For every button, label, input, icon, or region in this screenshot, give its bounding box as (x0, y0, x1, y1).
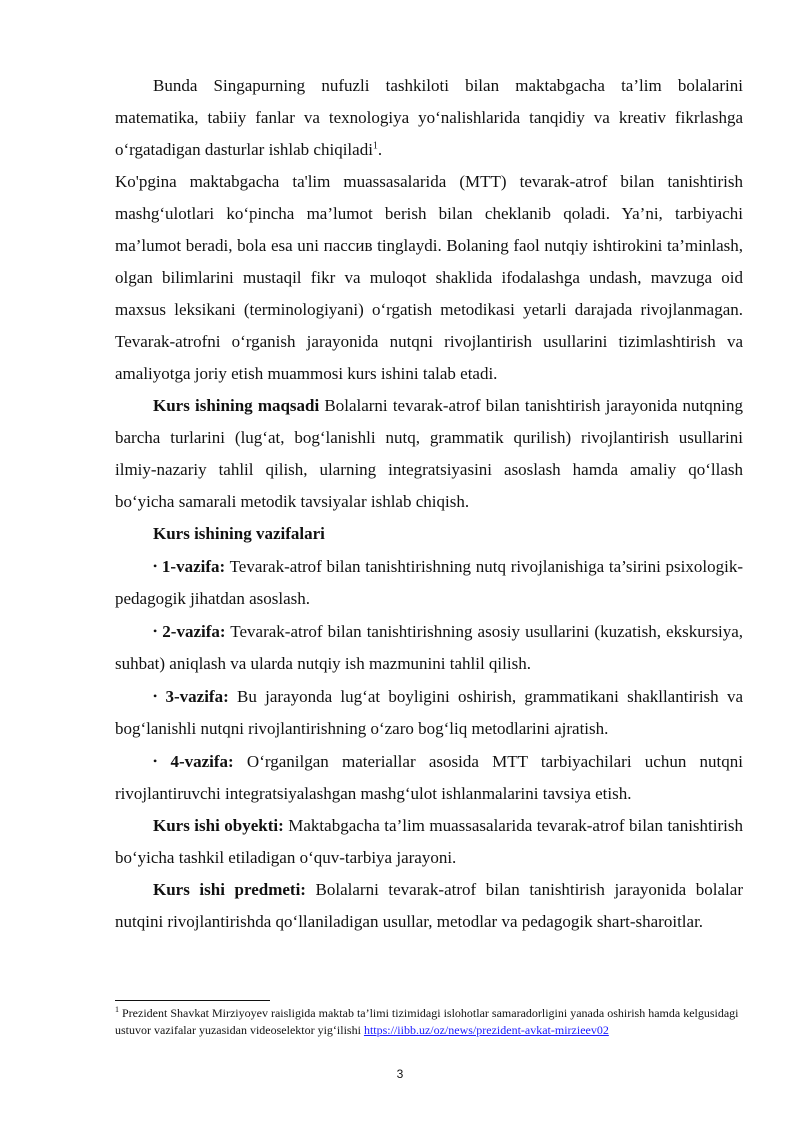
tasks-heading-label: Kurs ishining vazifalari (153, 524, 325, 543)
bullet-icon: • (153, 754, 158, 768)
goal-label: Kurs ishining maqsadi (153, 396, 320, 415)
subject-paragraph (115, 874, 743, 938)
task-label: 1-vazifa: (161, 557, 226, 576)
task-item (115, 615, 743, 680)
intro-text: Bunda Singapurning nufuzli tashkiloti bilan maktabgacha ta’lim bolalarini matematika, tabiiy fanlar va texnologiya yo‘nalishlarida tanqidiy va kreativ fikrlashga o‘rgatadigan dasturlar ishlab chiqiladi (115, 76, 743, 159)
intro-paragraph (115, 70, 743, 166)
object-text: Maktabgacha ta’lim muassasalarida tevarak-atrof bilan tanishtirish bo‘yicha tashkil etiladigan o‘quv-tarbiya jarayoni. (115, 816, 743, 867)
tasks-heading (115, 518, 743, 550)
object-paragraph (115, 810, 743, 874)
task-item (115, 550, 743, 615)
task-text: Bu jarayonda lug‘at boyligini oshirish, grammatikani shakllantirish va bog‘lanishli nutqni rivojlantirishning o‘zaro bog‘liq metodlarini ajratish. (115, 687, 743, 738)
task-label: 4-vazifa: (170, 752, 234, 771)
goal-text: Bolalarni tevarak-atrof bilan tanishtirish jarayonida nutqning barcha turlarini (lug‘at, bog‘lanishli nutq, grammatik qurilish) rivojlantirish usullarini ilmiy-nazariy tahlil qilish, ularning integratsiyasini asoslash hamda amaliy qo‘llash bo‘yicha samarali metodik tavsiyalar ishlab chiqish. (115, 396, 743, 511)
object-label: Kurs ishi obyekti: (153, 816, 284, 835)
task-label: 2-vazifa: (162, 622, 226, 641)
footnote-number: 1 (115, 1005, 119, 1014)
task-item (115, 745, 743, 810)
subject-text: Bolalarni tevarak-atrof bilan tanishtirish jarayonida bolalar nutqini rivojlantirishda qo‘llaniladigan usullar, metodlar va pedagogik shart-sharoitlar. (115, 880, 743, 931)
task-text: Tevarak-atrof bilan tanishtirishning asosiy usullarini (kuzatish, ekskursiya, suhbat) aniqlash va ularda nutqiy ish mazmunini tahlil qilish. (115, 622, 743, 673)
goal-paragraph (115, 390, 743, 518)
intro-end: . (377, 140, 383, 159)
bullet-icon: • (153, 624, 158, 638)
problem-paragraph: Ko'pgina maktabgacha ta'lim muassasalarida (MTT) tevarak-atrof bilan tanishtirish mashg‘ulotlari ko‘pincha ma’lumot berish bilan cheklanib qoladi. Ya’ni, tarbiyachi ma’lumot beradi, bola esa uni пассив tinglaydi. Bolaning faol nutqiy ishtirokini ta’minlash, olgan bilimlarini mustaqil fikr va muloqot shaklida ifodalashga undash, mavzuga oid maxsus leksikani (terminologiyani) o‘rgatish metodikasi yetarli darajada rivojlanmagan. Tevarak-atrofni o‘rganish jarayonida nutqni rivojlantirish usullarini tizimlashtirish va amaliyotga joriy etish muammosi kurs ishini talab etadi. (115, 172, 743, 383)
task-label: 3-vazifa: (165, 687, 229, 706)
footnote-separator (115, 1000, 270, 1001)
bullet-icon: • (153, 689, 158, 703)
bullet-icon: • (153, 559, 158, 573)
footnote (115, 1005, 743, 1039)
footnote-text: Prezident Shavkat Mirziyoyev raisligida maktab ta’limi tizimidagi islohotlar samaradorligini yanada oshirish hamda kelgusidagi ustuvor vazifalar yuzasidan videoselektor yig‘ilishi (115, 1006, 739, 1037)
page-body (115, 70, 743, 938)
page-number: 3 (396, 1067, 404, 1081)
task-text: O‘rganilgan materiallar asosida MTT tarbiyachilari uchun nutqni rivojlantiruvchi integratsiyalashgan mashg‘ulot ishlanmalarini tavsiya etish. (115, 752, 743, 803)
task-item (115, 680, 743, 745)
subject-label: Kurs ishi predmeti: (153, 880, 306, 899)
footnote-reference[interactable]: 1 (372, 140, 378, 152)
footnote-link[interactable]: https://iibb.uz/oz/news/prezident-avkat-mirzieev02 (363, 1023, 609, 1037)
task-text: Tevarak-atrof bilan tanishtirishning nutq rivojlanishiga ta’sirini psixologik-pedagogik jihatdan asoslash. (115, 557, 743, 608)
